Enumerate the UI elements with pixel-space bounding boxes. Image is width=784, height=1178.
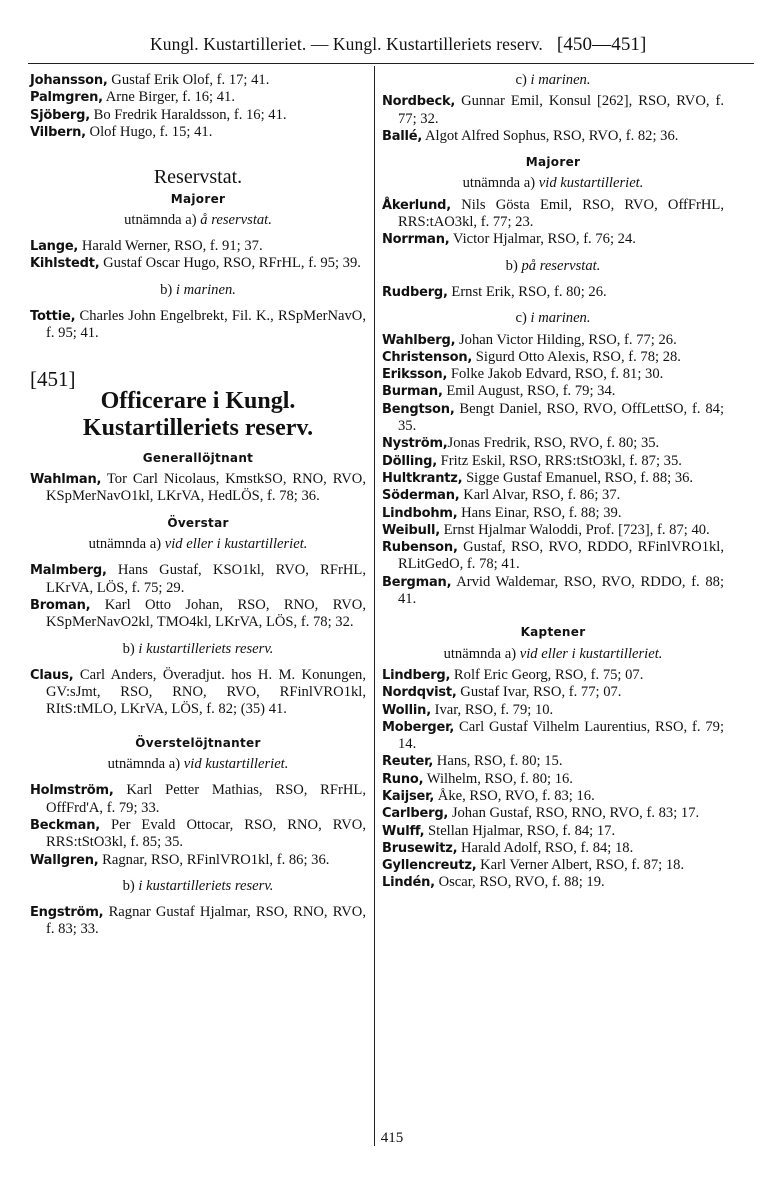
rank-heading-generallojtnant: Generallöjtnant [142,450,254,465]
entry-details: Harald Werner, RSO, f. 91; 37. [78,238,263,255]
directory-entry [382,453,724,470]
entry-surname: Gyllencreutz, [382,858,477,874]
subheading: utnämnda a) vid kustartilleriet. [462,175,644,192]
directory-entry [382,284,724,301]
directory-entry [30,852,366,869]
entry-details: Nils Gösta Emil, RSO, RVO, OffFrHL, RRS:tAO3kl, f. 77; 23. [398,196,724,231]
entry-group [30,471,366,506]
subheading: utnämnda a) vid eller i kustartilleriet. [88,536,308,553]
entry-surname: Brusewitz, [382,840,458,856]
entry-details: Olof Hugo, f. 15; 41. [85,123,213,140]
directory-entry [382,332,724,349]
entry-surname: Wahlman, [30,472,102,488]
entry-group [30,308,366,343]
entry-surname: Carlberg, [382,806,449,822]
entry-details: Harald Adolf, RSO, f. 84; 18. [457,839,634,856]
entry-group [382,197,724,249]
entry-surname: Malmberg, [30,563,107,579]
directory-entry [30,107,366,124]
entry-details: Wilhelm, RSO, f. 80; 16. [423,770,573,787]
entry-surname: Johansson, [30,73,108,88]
directory-entry [382,702,724,719]
directory-entry [382,401,724,436]
entry-details: Ragnar, RSO, RFinlVRO1kl, f. 86; 36. [98,851,330,868]
entry-details: Rolf Eric Georg, RSO, f. 75; 07. [450,666,644,683]
directory-entry [382,771,724,788]
entry-details: Åke, RSO, RVO, f. 83; 16. [434,787,595,804]
entry-details: Gustaf Oscar Hugo, RSO, RFrHL, f. 95; 39. [99,255,361,272]
entry-details: Arne Birger, f. 16; 41. [102,89,235,106]
entry-surname: Vilbern, [30,124,86,140]
rank-heading-overstelojtnanter: Överstelöjtnanter [135,735,261,750]
directory-entry [382,539,724,574]
entry-surname: Lindén, [382,875,435,891]
entry-details: Johan Gustaf, RSO, RNO, RVO, f. 83; 17. [448,805,700,822]
entry-details: Carl Anders, Överadjut. hos H. M. Konungen, GV:sJmt, RSO, RNO, RVO, RFinlVRO1kl, RItS:tMLO, LKrVA, LÖS, f. 82; (35) 41. [46,666,366,718]
directory-entry [382,470,724,487]
entry-surname: Lindbohm, [382,505,458,521]
subheading: b) på reservstat. [505,257,601,274]
entry-details: Folke Jakob Edvard, RSO, f. 81; 30. [447,366,664,383]
directory-entry [382,505,724,522]
entry-details: Johan Victor Hilding, RSO, f. 77; 26. [455,331,677,348]
entry-details: Ragnar Gustaf Hjalmar, RSO, RNO, RVO, f. 83; 33. [46,904,366,938]
entry-surname: Runo, [382,771,424,787]
entry-surname: Lindberg, [382,667,451,683]
entry-details: Jonas Fredrik, RSO, RVO, f. 80; 35. [447,435,660,452]
entry-surname: Söderman, [382,488,460,504]
directory-entry [382,823,724,840]
entry-surname: Engström, [30,905,104,921]
entry-surname: Åkerlund, [382,197,451,213]
entry-surname: Broman, [30,597,91,613]
left-column [30,72,366,939]
directory-entry [30,124,366,141]
entry-details: Sigurd Otto Alexis, RSO, f. 78; 28. [472,348,681,365]
entry-details: Tor Carl Nicolaus, KmstkSO, RNO, RVO, KSpMerNavO1kl, LKrVA, HedLÖS, f. 78; 36. [46,471,366,505]
directory-entry [30,89,366,106]
entry-surname: Tottie, [30,308,76,324]
directory-entry [382,667,724,684]
entry-group [30,782,366,868]
entry-details: Victor Hjalmar, RSO, f. 76; 24. [449,231,636,248]
directory-entry [382,840,724,857]
directory-entry [30,782,366,817]
entry-group [30,667,366,719]
entry-details: Karl Petter Mathias, RSO, RFrHL, OffFrd'A, f. 79; 33. [46,782,366,816]
entry-details: Per Evald Ottocar, RSO, RNO, RVO, RRS:tStO3kl, f. 85; 35. [46,816,366,851]
entry-details: Karl Verner Albert, RSO, f. 87; 18. [476,857,685,874]
entry-details: Ernst Erik, RSO, f. 80; 26. [447,283,607,300]
entry-surname: Norrman, [382,232,450,248]
entry-details: Charles John Engelbrekt, Fil. K., RSpMerNavO, f. 95; 41. [46,307,366,342]
entry-group [30,72,366,141]
entry-surname: Dölling, [382,453,437,469]
entry-surname: Rubenson, [382,540,458,556]
entry-details: Algot Alfred Sophus, RSO, RVO, f. 82; 36. [422,127,679,144]
directory-entry [382,522,724,539]
entry-details: Fritz Eskil, RSO, RRS:tStO3kl, f. 87; 35. [437,452,682,469]
subheading: utnämnda a) vid kustartilleriet. [107,756,289,773]
entry-surname: Palmgren, [30,90,103,106]
entry-surname: Bergman, [382,574,452,590]
entry-details: Gunnar Emil, Konsul [262], RSO, RVO, f. 77; 32. [398,93,724,127]
entry-details: Hans, RSO, f. 80; 15. [433,753,563,770]
right-column [382,72,724,892]
entry-surname: Beckman, [30,817,100,833]
entry-surname: Moberger, [382,719,455,735]
directory-entry [382,574,724,609]
entry-details: Hans Gustaf, KSO1kl, RVO, RFrHL, LKrVA, LÖS, f. 75; 29. [46,562,366,596]
directory-entry [382,383,724,400]
entry-surname: Nordqvist, [382,685,457,701]
subheading: utnämnda a) å reservstat. [124,211,272,228]
subheading: c) i marinen. [515,310,591,327]
main-title: Officerare i Kungl. Kustartilleriets reserv. [82,387,314,441]
entry-surname: Wulff, [382,823,425,839]
page-reference: [450—451] [556,34,647,55]
directory-entry [30,308,366,343]
directory-entry [382,231,724,248]
entry-surname: Claus, [30,667,74,683]
entry-surname: Wallgren, [30,852,99,868]
page-number: 415 [380,1130,404,1146]
entry-details: Arvid Waldemar, RSO, RVO, RDDO, f. 88; 41. [398,573,724,608]
directory-entry [382,874,724,891]
entry-surname: Weibull, [382,522,440,538]
entry-group [30,562,366,631]
directory-entry [30,72,366,89]
entry-details: Gustaf Ivar, RSO, f. 77; 07. [456,684,622,701]
entry-details: Karl Alvar, RSO, f. 86; 37. [459,487,621,504]
directory-entry [382,197,724,232]
subheading: b) i marinen. [160,281,236,298]
entry-details: Stellan Hjalmar, RSO, f. 84; 17. [424,822,616,839]
entry-surname: Holmström, [30,783,114,799]
entry-details: Karl Otto Johan, RSO, RNO, RVO, KSpMerNavO2kl, TMO4kl, LKrVA, LÖS, f. 78; 32. [46,596,366,631]
entry-surname: Nordbeck, [382,94,456,110]
entry-details: Gustaf, RSO, RVO, RDDO, RFinlVRO1kl, RLitGedO, f. 78; 41. [398,539,724,573]
entry-surname: Reuter, [382,754,434,770]
entry-surname: Rudberg, [382,284,448,300]
entry-details: Hans Einar, RSO, f. 88; 39. [457,504,622,521]
entry-group [382,284,724,301]
directory-entry [382,788,724,805]
entry-surname: Christenson, [382,349,473,365]
entry-surname: Hultkrantz, [382,470,463,486]
rank-heading-overstar: Överstar [167,515,229,530]
entry-surname: Wollin, [382,702,431,718]
running-head-title: Kungl. Kustartilleriet. — Kungl. Kustartilleriets reserv. [150,34,543,54]
entry-details: Carl Gustaf Vilhelm Laurentius, RSO, f. 79; 14. [398,718,724,753]
subheading: c) i marinen. [515,72,591,88]
entry-details: Gustaf Erik Olof, f. 17; 41. [107,72,270,88]
directory-entry [382,719,724,754]
entry-details: Ernst Hjalmar Waloddi, Prof. [723], f. 87; 40. [439,521,710,538]
directory-entry [30,597,366,632]
directory-entry [30,667,366,719]
directory-entry [30,471,366,506]
entry-group [382,332,724,609]
entry-group [30,904,366,939]
entry-surname: Wahlberg, [382,332,456,348]
rank-heading-kaptener: Kaptener [520,625,586,640]
entry-surname: Lange, [30,239,79,255]
directory-entry [30,255,366,272]
running-head [150,34,750,56]
directory-entry [382,128,724,145]
directory-entry [382,857,724,874]
directory-entry [382,366,724,383]
entry-details: Emil August, RSO, f. 79; 34. [442,383,616,400]
subheading: utnämnda a) vid eller i kustartilleriet. [443,645,663,662]
entry-surname: Kihlstedt, [30,256,100,272]
header-rule [28,63,754,64]
directory-entry [382,93,724,128]
entry-details: Oscar, RSO, RVO, f. 88; 19. [434,874,605,891]
entry-details: Ivar, RSO, f. 79; 10. [430,701,554,718]
directory-entry [30,562,366,597]
directory-entry [30,904,366,939]
directory-entry [30,238,366,255]
entry-surname: Kaijser, [382,788,435,804]
subheading: b) i kustartilleriets reserv. [122,877,274,894]
directory-entry [382,487,724,504]
entry-surname: Bengtson, [382,401,455,417]
entry-group [382,667,724,892]
entry-surname: Sjöberg, [30,107,90,123]
entry-details: Bo Fredrik Haraldsson, f. 16; 41. [89,106,287,123]
entry-group [30,238,366,273]
entry-surname: Nyström, [382,436,448,452]
entry-surname: Eriksson, [382,367,448,383]
rank-heading-majorer: Majorer [170,192,226,207]
directory-entry [382,349,724,366]
entry-surname: Burman, [382,384,443,400]
subheading: b) i kustartilleriets reserv. [122,640,274,657]
directory-entry [382,435,724,452]
directory-entry [382,684,724,701]
directory-entry [382,805,724,822]
entry-details: Bengt Daniel, RSO, RVO, OffLettSO, f. 84; 35. [398,400,724,435]
section-title-reservstat: Reservstat. [153,166,243,189]
entry-surname: Ballé, [382,128,423,144]
rank-heading-majorer: Majorer [525,155,581,170]
directory-entry [30,817,366,852]
directory-entry [382,753,724,770]
entry-group [382,93,724,145]
entry-details: Sigge Gustaf Emanuel, RSO, f. 88; 36. [462,469,694,486]
column-divider [374,66,375,1146]
page-marker: [451] [30,366,76,391]
